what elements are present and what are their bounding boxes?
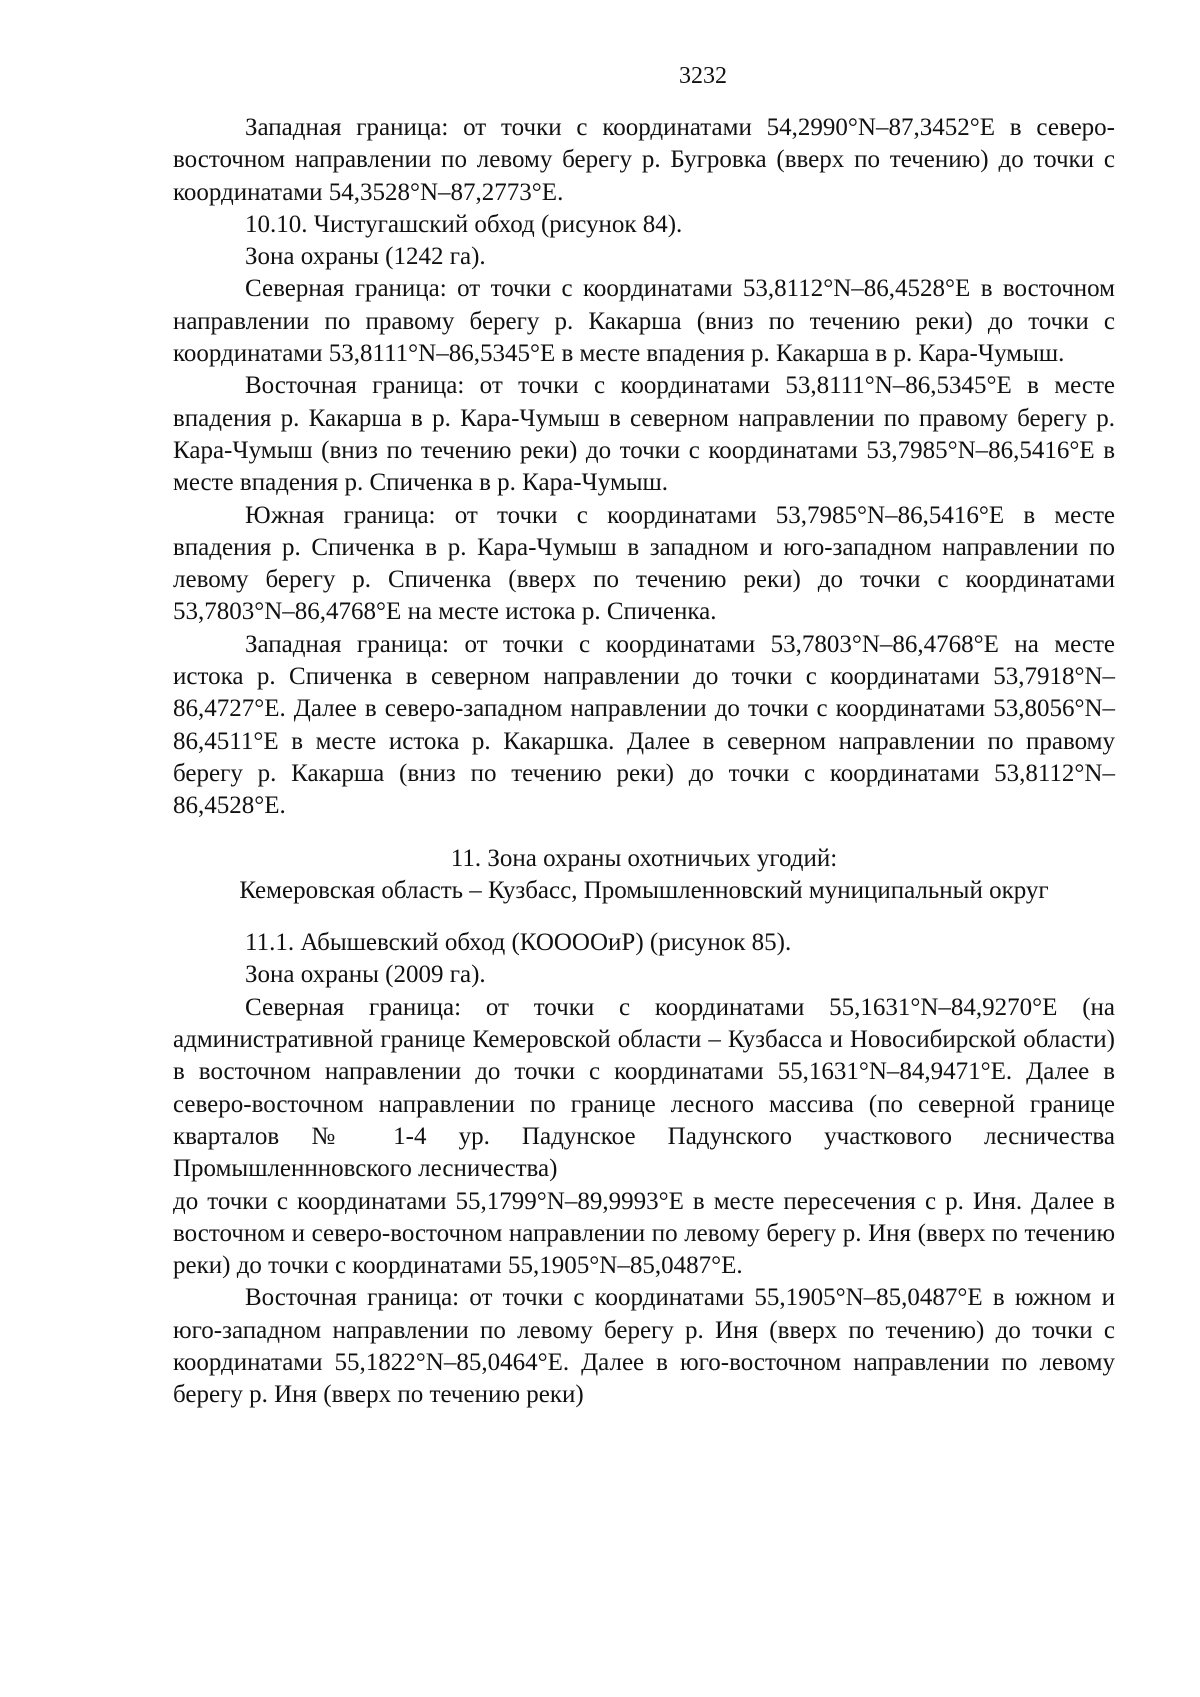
paragraph-chistugash-heading: 10.10. Чистугашский обход (рисунок 84). [245, 210, 683, 238]
paragraph-north-border-kakarsha: Северная граница: от точки с координатами 53,8112°N–86,4528°E в восточном направлении по правому берегу р. Какарша (вниз по течению реки) до точки с координатами 53,8111°N–86,5345°E в месте впадения р. Какарша в р. Кара-Чумыш. [173, 275, 1115, 368]
paragraph-south-border-spichenka: Южная граница: от точки с координатами 53,7985°N–86,5416°E в месте впадения р. Спиченка в р. Кара-Чумыш в западном и юго-западном направлении по левому берегу р. Спиченка (вверх по течению реки) до точки с координатами 53,7803°N–86,4768°E на месте истока р. Спиченка. [173, 501, 1115, 626]
document-page [173, 60, 1115, 1412]
paragraph-west-border-spichenka: Западная граница: от точки с координатами 53,7803°N–86,4768°E на месте истока р. Спиченка в северном направлении до точки с координатами 53,7918°N–86,4727°E. Далее в северо-западном направлении до точки с координатами 53,8056°N–86,4511°E в месте истока р. Какаршка. Далее в северном направлении по правому берегу р. Какарша (вниз по течению реки) до точки с координатами 53,8112°N–86,4528°E. [173, 630, 1115, 820]
section-heading-line1: 11. Зона охраны охотничьих угодий: [450, 844, 838, 872]
paragraph-north-border-continued: до точки с координатами 55,1799°N–89,9993°E в месте пересечения с р. Иня. Далее в восточном и северо-восточном направлении по левому берегу р. Иня (вверх по течению реки) до точки с координатами 55,1905°N–85,0487°E. [173, 1187, 1115, 1280]
paragraph-protection-zone-2009: Зона охраны (2009 га). [245, 961, 486, 989]
paragraph-abyshevsky-heading: 11.1. Абышевский обход (КООООиР) (рисунок 85). [245, 929, 792, 957]
paragraph-east-border-kara-chumysh: Восточная граница: от точки с координатами 53,8111°N–86,5345°E в месте впадения р. Какарша в р. Кара-Чумыш в северном направлении по правому берегу р. Кара-Чумыш (вниз по течению реки) до точки с координатами 53,7985°N–86,5416°E в месте впадения р. Спиченка в р. Кара-Чумыш. [173, 372, 1115, 497]
paragraph-north-border-abyshevsky: Северная граница: от точки с координатами 55,1631°N–84,9270°E (на административной границе Кемеровской области – Кузбасса и Новосибирской области) в восточном направлении до точки с координатами 55,1631°N–84,9471°E. Далее в северо-восточном направлении по границе лесного массива (по северной границе кварталов № 1-4 ур. Падунское Падунского участкового лесничества Промышленнновского лесничества) [173, 993, 1115, 1183]
paragraph-east-border-inya: Восточная граница: от точки с координатами 55,1905°N–85,0487°E в южном и юго-западном направлении по левому берегу р. Иня (вверх по течению) до точки с координатами 55,1822°N–85,0464°E. Далее в юго-восточном направлении по левому берегу р. Иня (вверх по течению реки) [173, 1284, 1115, 1409]
page-number: 3232 [679, 63, 727, 89]
section-heading-line2: Кемеровская область – Кузбасс, Промышленновский муниципальный округ [239, 876, 1049, 904]
paragraph-west-border-bugrovka: Западная граница: от точки с координатами 54,2990°N–87,3452°E в северо-восточном направлении по левому берегу р. Бугровка (вверх по течению) до точки с координатами 54,3528°N–87,2773°E. [173, 114, 1115, 206]
paragraph-protection-zone-1242: Зона охраны (1242 га). [245, 243, 486, 271]
